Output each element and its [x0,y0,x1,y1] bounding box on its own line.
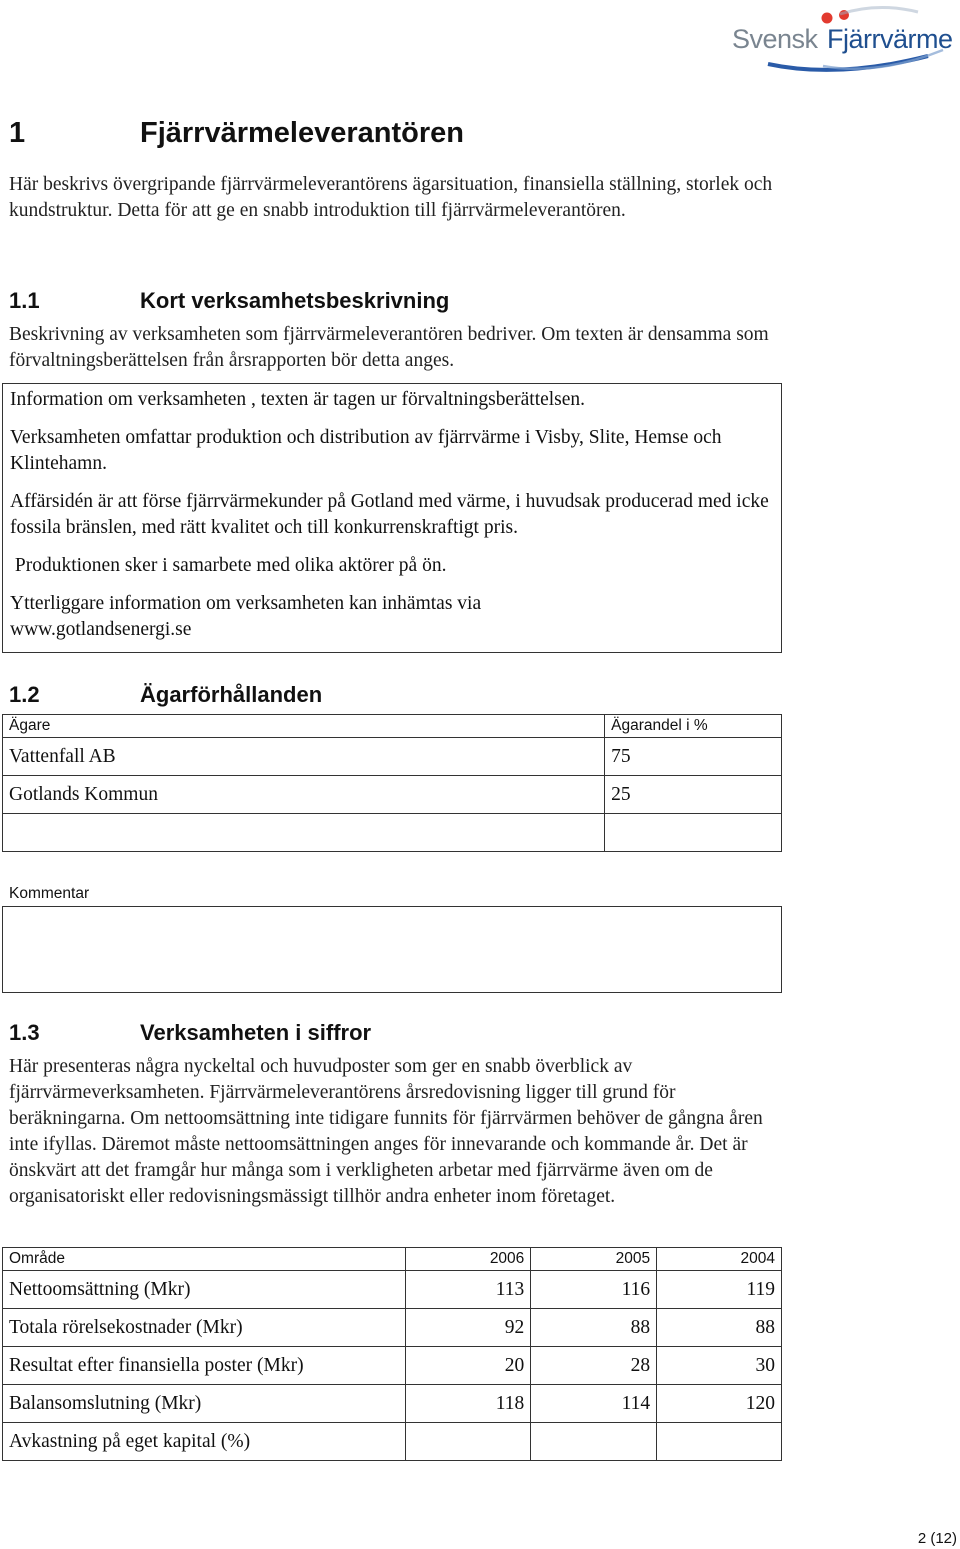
owner-cell: Vattenfall AB [3,738,605,776]
table-row [3,1271,782,1309]
share-cell [605,814,782,852]
value-cell: 30 [657,1347,782,1385]
value-cell: 119 [657,1271,782,1309]
value-cell [657,1423,782,1461]
company-logo [728,4,956,76]
share-cell: 25 [605,776,782,814]
comment-label: Kommentar [9,885,90,902]
header-cell: 2004 [657,1248,782,1271]
table-row [3,1385,782,1423]
table-row [3,1347,782,1385]
owner-cell [3,814,605,852]
box-paragraph: Verksamheten omfattar produktion och distribution av fjärrvärme i Visby, Slite, Hemse och Klintehamn. [10,427,722,474]
table-row [3,1309,782,1347]
section-1-3-heading [9,1020,371,1046]
value-cell: 28 [531,1347,657,1385]
key-figures-table [2,1247,782,1461]
table-row [3,814,782,852]
share-cell: 75 [605,738,782,776]
value-cell: 88 [657,1309,782,1347]
section-title: Fjärrvärmeleverantören [140,117,464,149]
section-1-intro: Här beskrivs övergripande fjärrvärmeleverantörens ägarsituation, finansiella ställning, storlek och kundstruktur. Detta för att ge en snabb introduktion till fjärrvärmeleverantören. [9,174,773,221]
value-cell: 116 [531,1271,657,1309]
ownership-table [2,714,782,852]
value-cell [406,1423,531,1461]
owner-cell: Gotlands Kommun [3,776,605,814]
logo-text-svensk: Svensk [732,24,818,54]
label-cell: Totala rörelsekostnader (Mkr) [3,1309,406,1347]
box-paragraph: Information om verksamheten , texten är tagen ur förvaltningsberättelsen. [10,389,586,410]
value-cell: 120 [657,1385,782,1423]
label-cell: Avkastning på eget kapital (%) [3,1423,406,1461]
section-number: 1.2 [9,682,40,707]
section-1-heading [9,117,464,150]
value-cell: 118 [406,1385,531,1423]
header-cell: 2006 [406,1248,531,1271]
header-cell: Ägare [3,715,605,738]
logo-text-fjarrvarme: Fjärrvärme [827,24,953,54]
header-cell: Område [3,1248,406,1271]
section-1-3-intro: Här presenteras några nyckeltal och huvudposter som ger en snabb överblick av fjärrvärmeverksamheten. Fjärrvärmeleverantörens årsredovisning ligger till grund för beräkningarna. Om nettoomsättning inte tidigare funnits för fjärrvärmen behöver de gångna åren inte ifyllas. Däremot måste nettoomsättningen anges för innevarande och kommande år. Det är önskvärt att det framgår hur många som i verkligheten arbetar med fjärrvärme även om de organisatoriskt eller redovisningsmässigt tillhör andra enheter inom företaget. [9,1056,763,1207]
label-cell: Nettoomsättning (Mkr) [3,1271,406,1309]
comment-box [2,906,782,993]
section-title: Verksamheten i siffror [140,1020,372,1045]
box-paragraph: Affärsidén är att förse fjärrvärmekunder på Gotland med värme, i huvudsak producerad med icke fossila bränslen, med rätt kvalitet och till konkurrenskraftigt pris. [10,491,769,538]
header-cell: Ägarandel i % [605,715,782,738]
business-description-box [2,383,782,653]
section-1-1-intro: Beskrivning av verksamheten som fjärrvärmeleverantören bedriver. Om texten är densamma som förvaltningsberättelsen från årsrapporten bör detta anges. [9,324,769,371]
section-title: Kort verksamhetsbeskrivning [140,288,450,313]
table-header-row [3,1248,782,1271]
value-cell: 88 [531,1309,657,1347]
box-paragraph: Produktionen sker i samarbete med olika aktörer på ön. [10,555,447,576]
section-number: 1.1 [9,288,40,313]
header-cell: 2005 [531,1248,657,1271]
value-cell: 20 [406,1347,531,1385]
label-cell: Resultat efter finansiella poster (Mkr) [3,1347,406,1385]
page-number: 2 (12) [917,1530,957,1547]
box-paragraph: Ytterliggare information om verksamheten kan inhämtas via www.gotlandsenergi.se [10,593,482,640]
section-number: 1 [9,117,26,149]
value-cell: 92 [406,1309,531,1347]
section-1-1-heading [9,288,449,314]
table-row [3,1423,782,1461]
label-cell: Balansomslutning (Mkr) [3,1385,406,1423]
table-header-row [3,715,782,738]
section-1-2-heading [9,682,322,708]
value-cell: 114 [531,1385,657,1423]
table-row [3,776,782,814]
value-cell [531,1423,657,1461]
value-cell: 113 [406,1271,531,1309]
table-row [3,738,782,776]
section-title: Ägarförhållanden [140,682,323,707]
section-number: 1.3 [9,1020,40,1045]
